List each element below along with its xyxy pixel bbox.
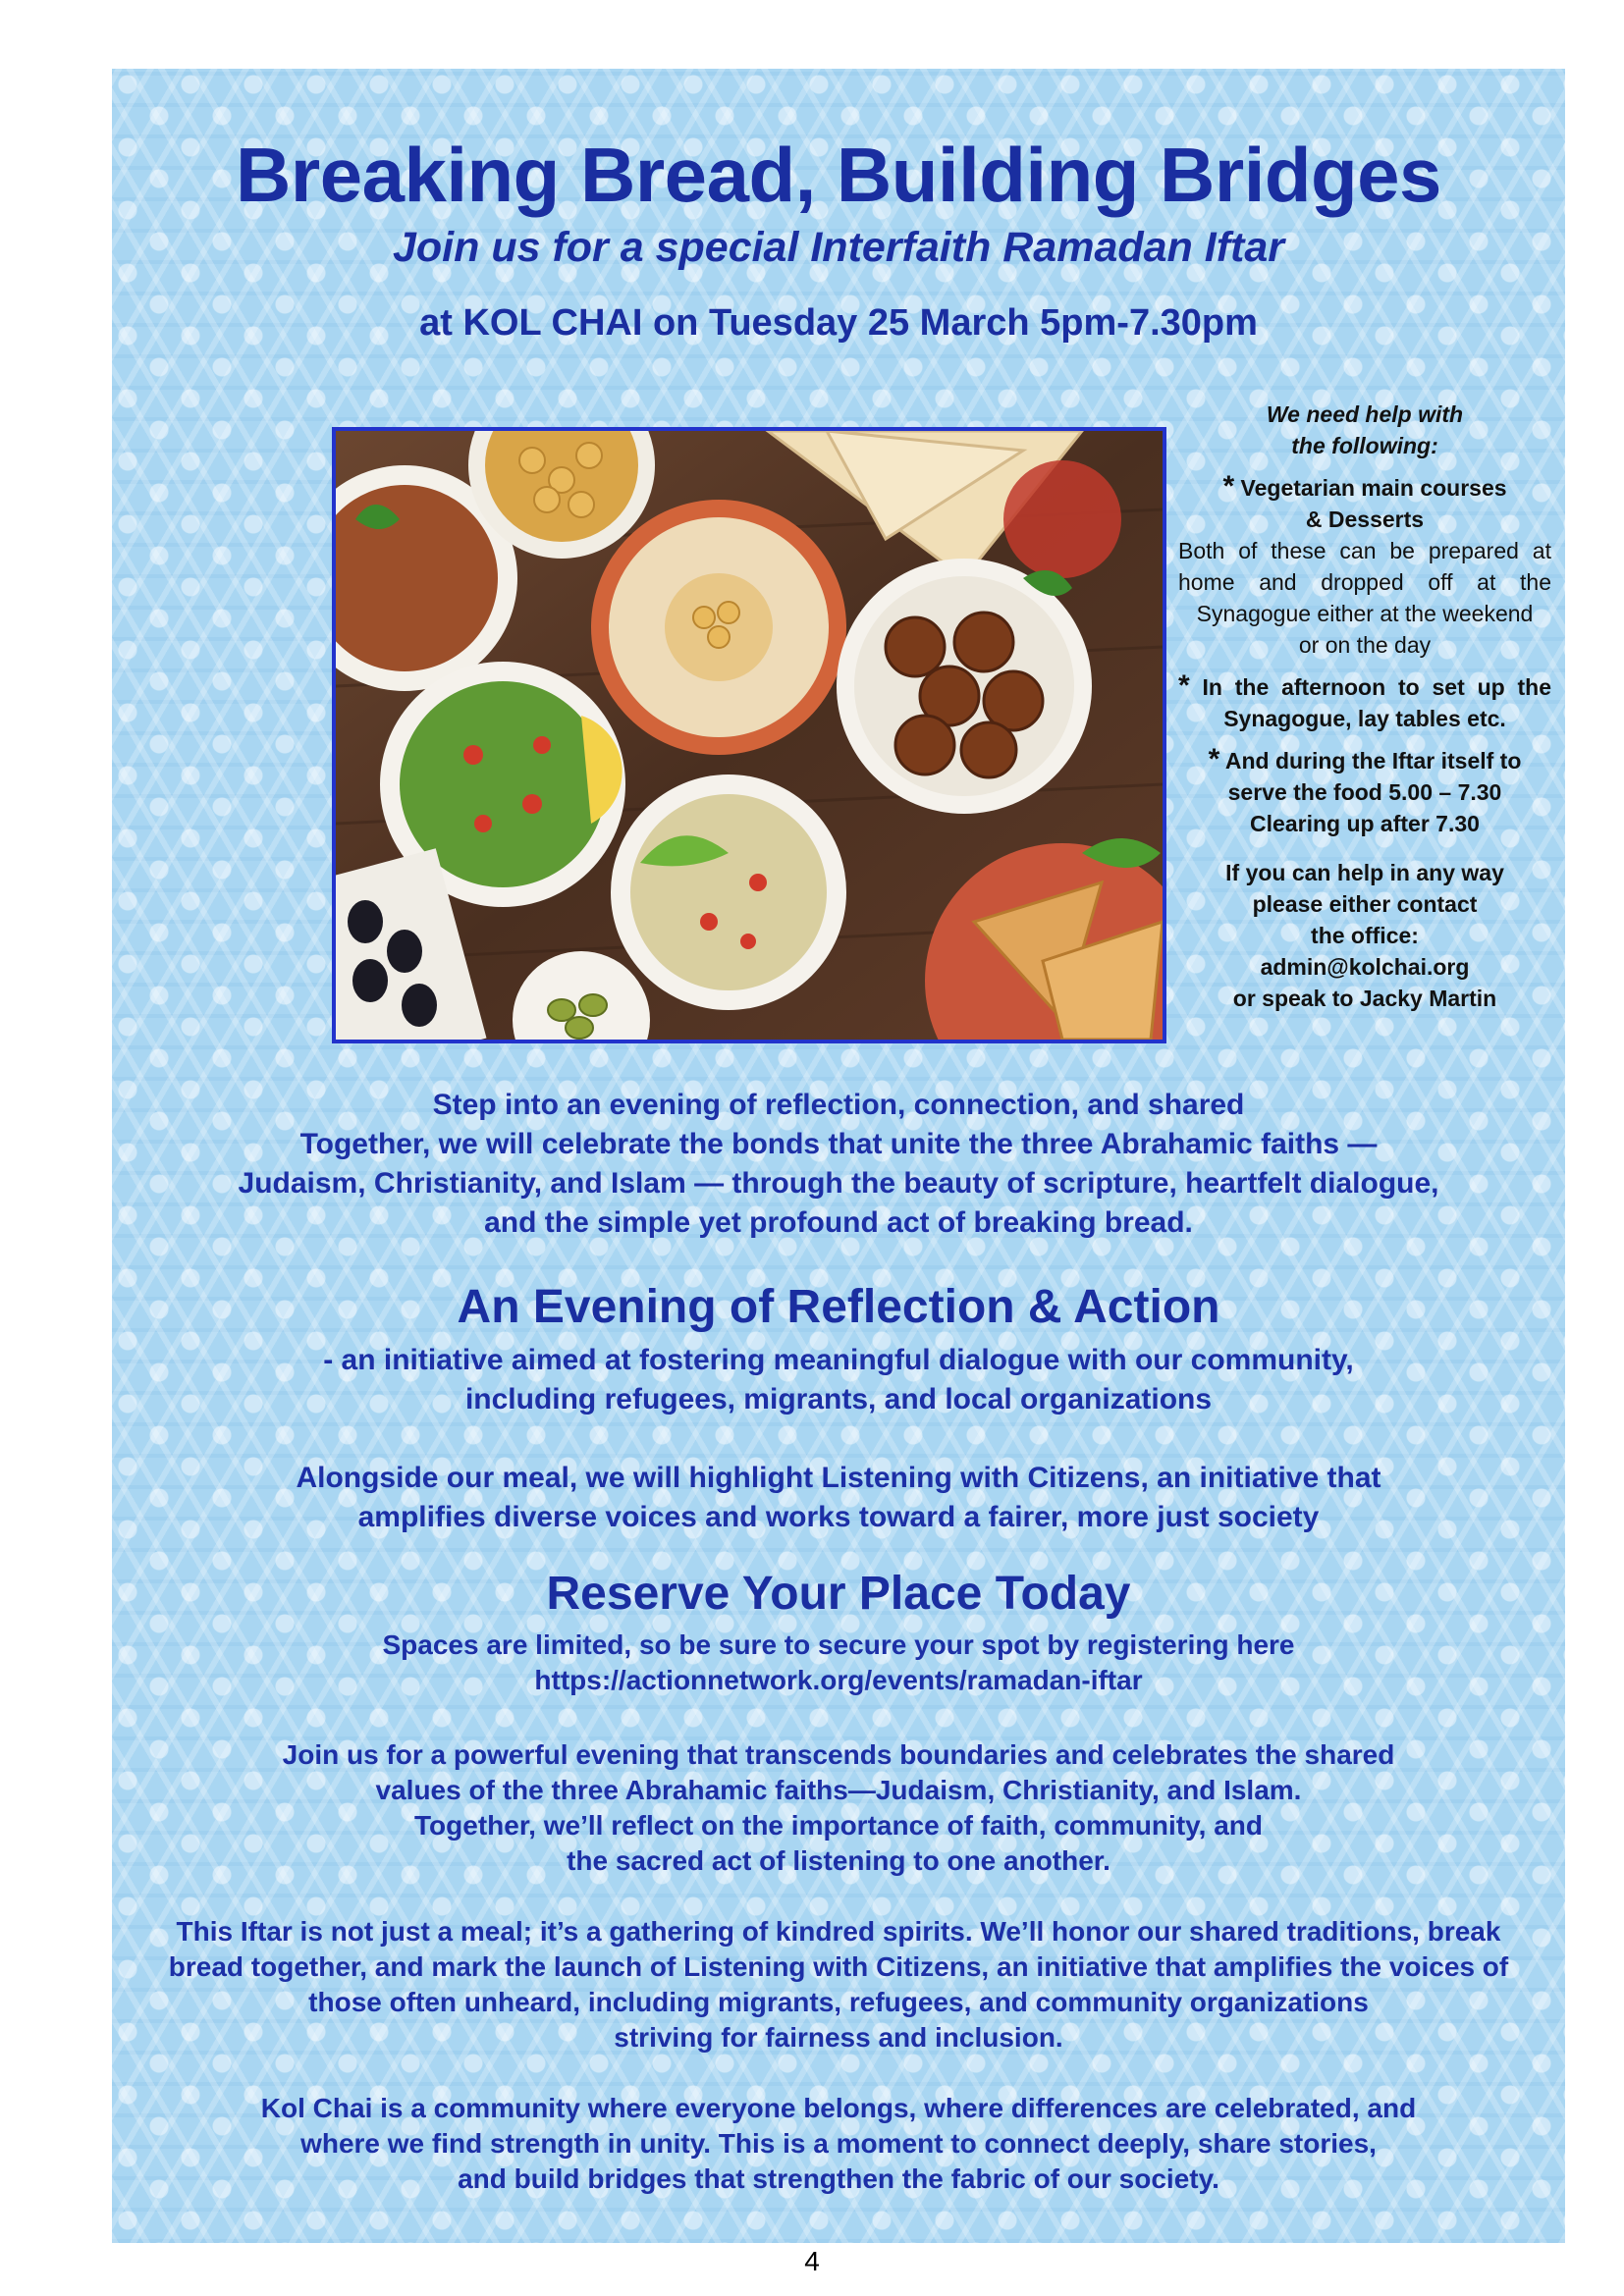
falafel-bowl (837, 559, 1092, 814)
closing-p2-line2: bread together, and mark the launch of Listening with Citizens, an initiative that amplifies the voices of (168, 1951, 1509, 1982)
help-contact-email[interactable]: admin@kolchai.org (1260, 954, 1470, 980)
help-item3-line3: Clearing up after 7.30 (1250, 811, 1480, 836)
reflection-heading: An Evening of Reflection & Action (457, 1281, 1220, 1333)
reflection-line4: amplifies diverse voices and works toward a fairer, more just society (357, 1501, 1320, 1533)
help-item-setup (1178, 670, 1551, 734)
help-intro-line1: We need help with (1266, 401, 1464, 427)
bullet-star-icon: * (1178, 669, 1190, 702)
closing-p1-line4: the sacred act of listening to one another. (567, 1845, 1110, 1876)
reflection-body (112, 1341, 1565, 1537)
page-title: Breaking Bread, Building Bridges (236, 132, 1441, 218)
help-contact-line4: or speak to Jacky Martin (1232, 986, 1497, 1011)
hummus-bowl (591, 500, 846, 755)
help-contact-line1: If you can help in any way (1225, 860, 1504, 885)
closing-p2-line4: striving for fairness and inclusion. (614, 2022, 1063, 2053)
help-item-serve (1178, 744, 1551, 776)
venue-date-line: at KOL CHAI on Tuesday 25 March 5pm-7.30pm (419, 302, 1258, 344)
help-intro-line2: the following: (1291, 433, 1438, 458)
registration-link[interactable]: https://actionnetwork.org/events/ramadan-iftar (534, 1665, 1143, 1695)
reflection-line3: Alongside our meal, we will highlight Listening with Citizens, an initiative that (296, 1462, 1381, 1494)
reserve-body (112, 1628, 1565, 1698)
volunteer-help-box (1178, 399, 1551, 1014)
help-contact-line2: please either contact (1252, 891, 1478, 917)
help-item2-text: In the afternoon to set up the Synagogue, lay tables etc. (1202, 674, 1551, 731)
intro-line3: Judaism, Christianity, and Islam — through the beauty of scripture, heartfelt dialogue, (238, 1167, 1439, 1200)
intro-line4: and the simple yet profound act of breaking bread. (484, 1206, 1193, 1239)
closing-p3-line3: and build bridges that strengthen the fabric of our society. (458, 2163, 1219, 2194)
closing-p3-line1: Kol Chai is a community where everyone belongs, where differences are celebrated, and (260, 2093, 1417, 2123)
intro-paragraph (112, 1086, 1565, 1243)
help-item1-body: Both of these can be prepared at home and dropped off at the Synagogue either at the weekend (1178, 538, 1551, 626)
reflection-line2: including refugees, migrants, and local organizations (464, 1383, 1213, 1415)
bullet-star-icon: * (1208, 743, 1220, 775)
closing-p2-line1: This Iftar is not just a meal; it’s a gathering of kindred spirits. We’ll honor our shared traditions, break (176, 1916, 1501, 1947)
help-contact-line3: the office: (1311, 923, 1419, 948)
food-photo (332, 427, 1166, 1043)
closing-p1-line2: values of the three Abrahamic faiths—Judaism, Christianity, and Islam. (375, 1775, 1302, 1805)
closing-p1-line3: Together, we’ll reflect on the importance of faith, community, and (414, 1810, 1263, 1841)
closing-paragraphs (112, 1737, 1565, 2197)
page-subtitle: Join us for a special Interfaith Ramadan Iftar (393, 224, 1284, 271)
help-item1-title2: & Desserts (1305, 507, 1425, 532)
closing-p2-line3: those often unheard, including migrants, refugees, and community organizations (308, 1987, 1369, 2017)
closing-p1-line1: Join us for a powerful evening that transcends boundaries and celebrates the shared (282, 1739, 1395, 1770)
closing-p3-line2: where we find strength in unity. This is a moment to connect deeply, share stories, (300, 2128, 1377, 2159)
reserve-heading: Reserve Your Place Today (546, 1568, 1131, 1620)
food-illustration (336, 431, 1163, 1040)
quinoa-bowl (611, 774, 846, 1010)
reflection-line1: - an initiative aimed at fostering meaningful dialogue with our community, (323, 1344, 1354, 1376)
help-item-food-title (1178, 471, 1551, 504)
page-number: 4 (804, 2246, 820, 2276)
intro-line1: Step into an evening of reflection, connection, and shared (432, 1089, 1245, 1121)
help-item1-title1: Vegetarian main courses (1240, 475, 1507, 501)
reserve-line1: Spaces are limited, so be sure to secure your spot by registering here (382, 1629, 1295, 1660)
help-item3-line1: And during the Iftar itself to (1224, 748, 1522, 774)
flyer-panel (112, 69, 1565, 2243)
bullet-star-icon: * (1222, 470, 1235, 503)
help-item1-body-end: or on the day (1298, 632, 1432, 658)
help-item3-line2: serve the food 5.00 – 7.30 (1227, 779, 1502, 805)
intro-line2: Together, we will celebrate the bonds that unite the three Abrahamic faiths — (299, 1128, 1378, 1160)
